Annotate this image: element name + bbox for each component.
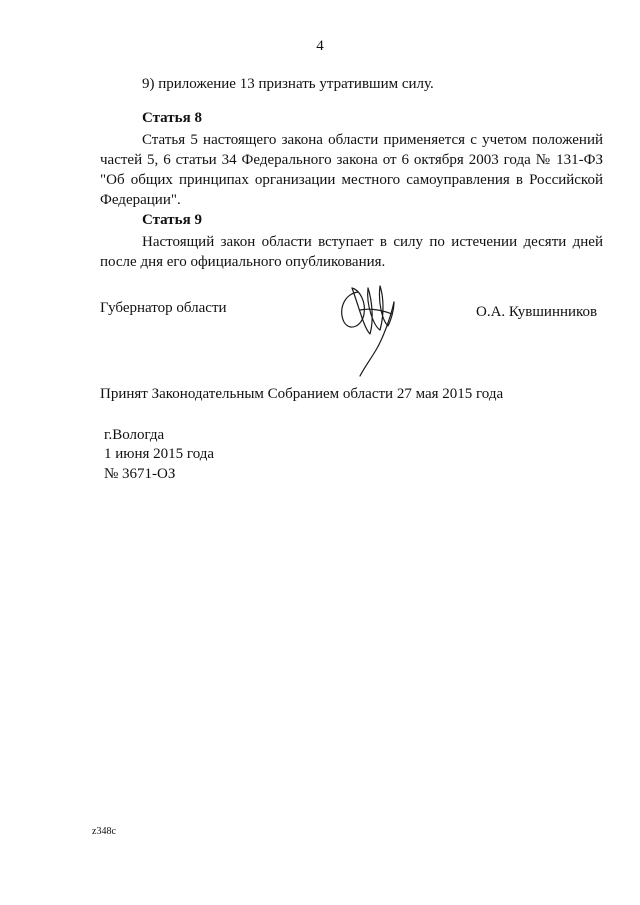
article-8-heading: Статья 8 [142, 110, 202, 126]
article-8-body [100, 130, 603, 210]
adoption-statement: Принят Законодательным Собранием области 27 мая 2015 года [100, 386, 504, 402]
item-9-text: 9) приложение 13 признать утратившим силу. [142, 76, 434, 92]
footer-code: z348c [92, 826, 116, 837]
article-8-line-4: Федерации". [100, 192, 181, 208]
article-9-line-1: Настоящий закон области вступает в силу по истечении десяти дней [142, 234, 603, 250]
law-number: № 3671-ОЗ [104, 466, 176, 482]
article-9-line-2: после дня его официального опубликования. [100, 254, 386, 270]
governor-title: Губернатор области [100, 300, 227, 316]
article-9-body [100, 232, 603, 272]
article-8-line-1: Статья 5 настоящего закона области применяется с учетом положений [142, 132, 603, 148]
handwritten-signature [330, 280, 410, 380]
article-9-heading: Статья 9 [142, 212, 202, 228]
article-8-line-3: "Об общих принципах организации местного самоуправления в Российской [100, 172, 603, 188]
law-date: 1 июня 2015 года [104, 446, 215, 462]
article-8-line-2: частей 5, 6 статьи 34 Федерального закона от 6 октября 2003 года № 131-ФЗ [100, 152, 603, 168]
governor-name: О.А. Кувшинников [476, 304, 598, 320]
place: г.Вологда [104, 427, 165, 443]
page-number: 4 [316, 38, 324, 54]
